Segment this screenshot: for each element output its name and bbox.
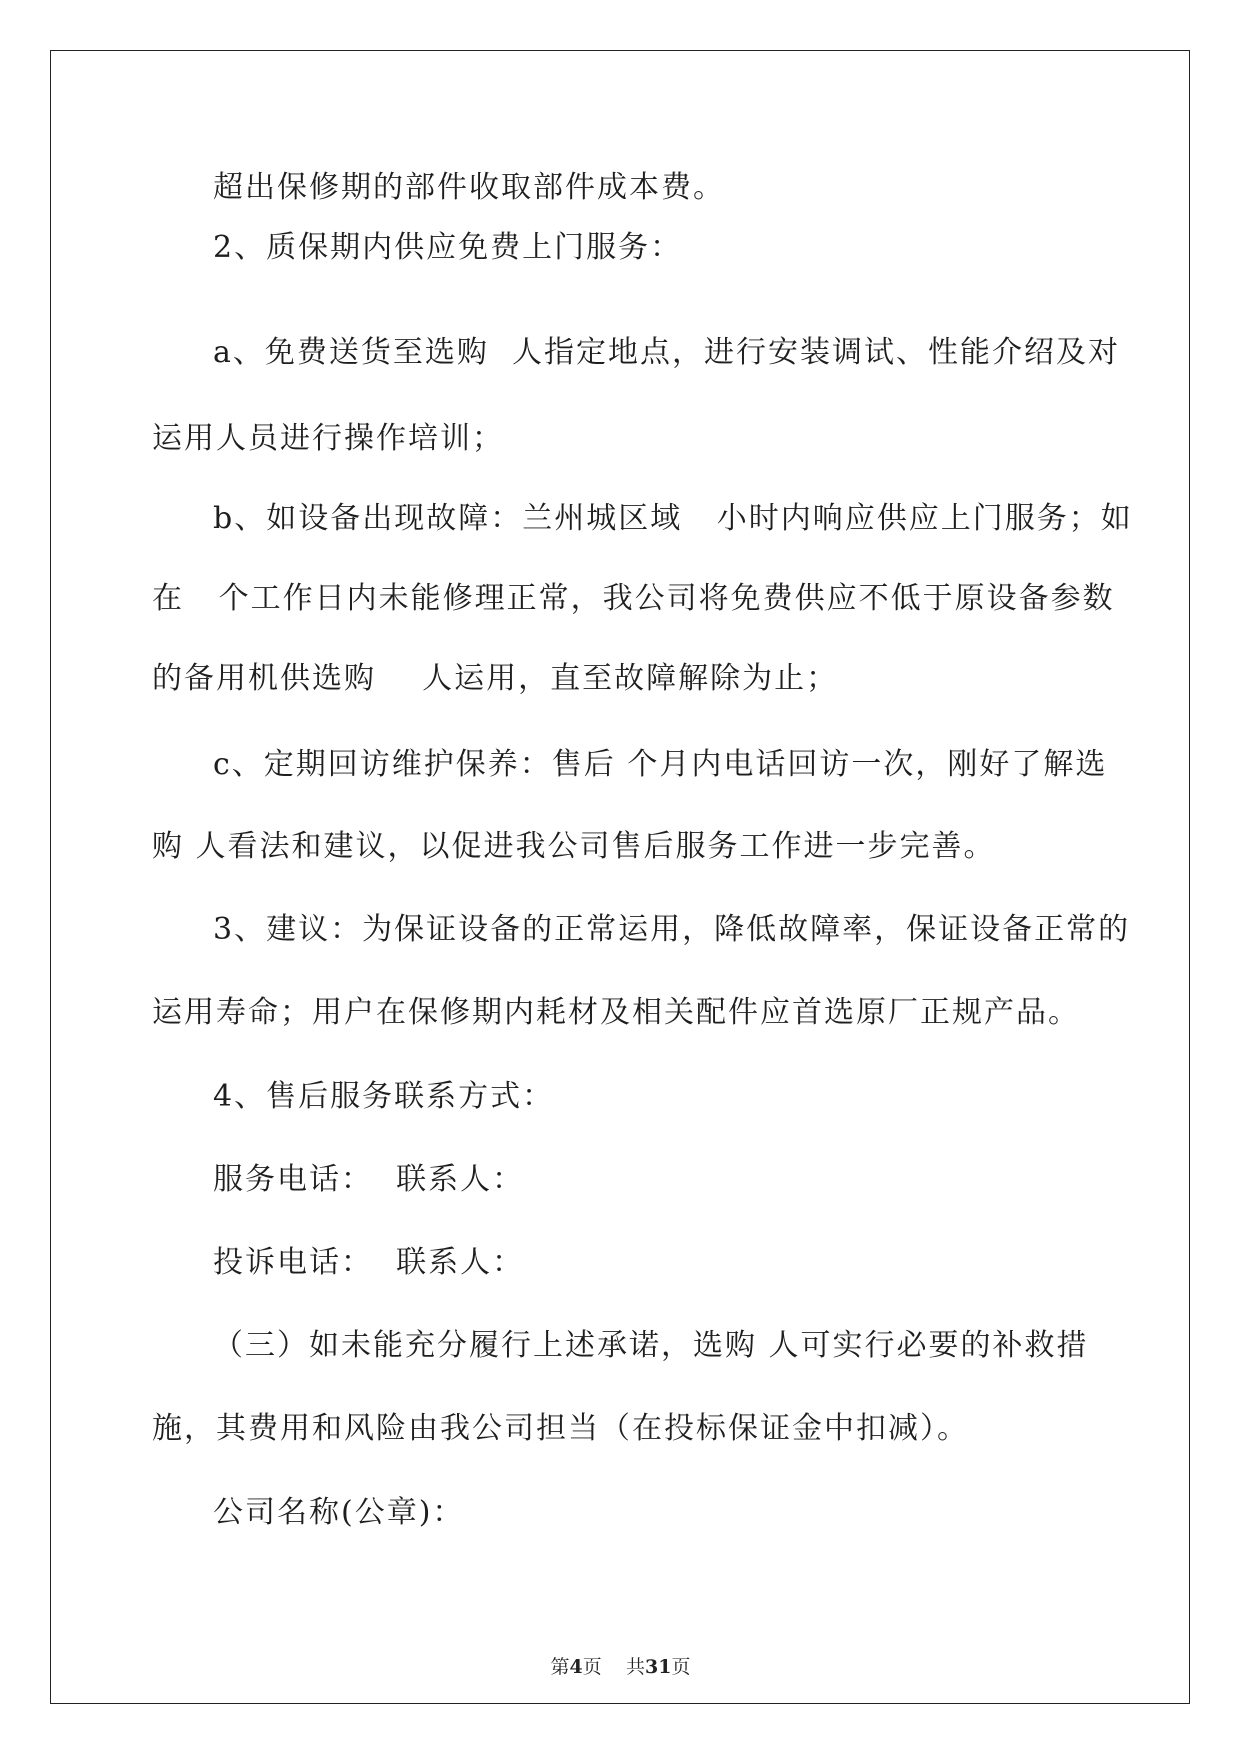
page-footer <box>0 1655 1241 1679</box>
text-line: b、如设备出现故障：兰州城区域 小时内响应供应上门服务；如 <box>213 501 1133 536</box>
text-line: 4、售后服务联系方式： <box>213 1079 555 1114</box>
footer-prefix: 第 <box>550 1656 570 1678</box>
text-line: 2、质保期内供应免费上门服务： <box>213 230 683 265</box>
text-line: 施，其费用和风险由我公司担当（在投标保证金中扣减）。 <box>152 1411 969 1446</box>
text-line: 运用寿命；用户在保修期内耗材及相关配件应首选原厂正规产品。 <box>152 995 1080 1030</box>
text-line: 的备用机供选购 人运用，直至故障解除为止； <box>152 661 839 696</box>
text-line: （三）如未能充分履行上述承诺，选购 人可实行必要的补救措 <box>213 1328 1089 1363</box>
text-line: 购 人看法和建议，以促进我公司售后服务工作进一步完善。 <box>152 829 996 864</box>
current-page-number: 4 <box>569 1656 583 1678</box>
text-line: 运用人员进行操作培训； <box>152 421 504 456</box>
text-line: a、免费送货至选购 人指定地点，进行安装调试、性能介绍及对 <box>213 335 1120 370</box>
total-page-count: 31 <box>644 1656 672 1678</box>
text-line: 投诉电话： 联系人： <box>213 1245 525 1280</box>
text-line: 在 个工作日内未能修理正常，我公司将免费供应不低于原设备参数 <box>152 581 1115 616</box>
text-line: c、定期回访维护保养：售后 个月内电话回访一次，刚好了解选 <box>213 747 1108 782</box>
text-line: 公司名称(公章)： <box>213 1495 465 1530</box>
footer-total-unit: 页 <box>671 1656 691 1678</box>
text-line: 3、建议：为保证设备的正常运用，降低故障率，保证设备正常的 <box>213 912 1131 947</box>
text-line: 服务电话： 联系人： <box>213 1162 525 1197</box>
footer-page-unit: 页 <box>582 1656 602 1678</box>
text-line: 超出保修期的部件收取部件成本费。 <box>213 170 725 205</box>
footer-total-prefix: 共 <box>625 1656 645 1678</box>
page-border <box>50 50 1190 1704</box>
